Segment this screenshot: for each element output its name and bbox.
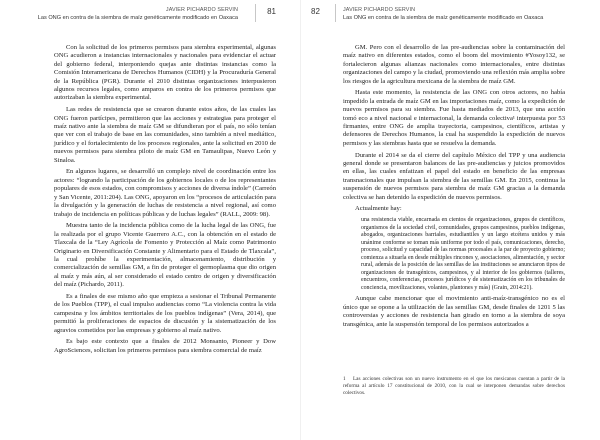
paragraph: Con la solicitud de los primeros permisos para siembra experimental, algunas ONG acudieron a instancias internacionales y nacionales para evidenciar el actuar del gobierno federal, interponiendo quejas ante distintas instancias como la Comisión Interamericana de Derechos Humanos (CIDH) y la Procuraduría General de la República (PGR). Durante el 2010 distintas organizaciones interpusieron algunos recursos legales, como amparos en contra de los primeros permisos que autorizaban la siembra experimental. [54,44,276,102]
paragraph: Es a finales de ese mismo año que empieza a sesionar el Tribunal Permanente de los Pueblos (TPP), el cual impulso audiencias como “La violencia contra la vida campesina y los ámbitos territoriales de los pueblos indígenas” (Vera, 2014), que permitió la proliferaciones de espacios de discusión y la sistematización de los agravios cometidos por las empresas y gobierno al maíz nativo. [54,292,276,334]
body-text [343,44,565,332]
paragraph: GM. Pero con el desarrollo de las pre-audiencias sobre la contaminación del maíz nativo en diferentes estados, como el boom del movimiento #Yosoy132, se fortalecieron algunas alianzas nacionales como internacionales, entre distintas organizaciones del campo y la ciudad, promoviendo una reflexión más amplia sobre los riesgos de la agricultura mexicana de la siembra de maíz GM. [343,44,565,85]
block-quote: una resistencia viable, encarnada en cientos de organizaciones, grupos de científicos, organismos de la sociedad civil, comunidades, grupos campesinos, pueblos indígenas, abogados, organizaciones barriales, estudiantiles y un largo etcétera unidos y más unánime conforme se toman más uniforme por todo el país, comunicaciones, derecho, proceso, solicitud y capacidad de las normas procesales a la par de proyecto gobierno; comienza a situarla en desde múltiples rincones y, asociaciones, alimentación, y sector rural, además de la posición de las semillas de las instituciones se anunciaron tipos de organizaciones de transgénicos, campesinos, y al interior de los gobiernos (talleres, encuentros, conferencias, procesos jurídicos y de sistematización en los tribunales de conciencia, movilizaciones, volantes, plantones y más) (Grain, 2014:21). [361,217,565,291]
paragraph: Actualmente hay: [355,205,402,213]
paragraph: Hasta este momento, la resistencia de las ONG con otros actores, no había impedido la entrada de maíz GM en las importaciones maíz, como la expedición de nuevos permisos para su siembra. Fue hasta mediados de 2013, que una acción tomó eco a nivel nacional e internacional, la demanda colectiva¹ interpuesta por 53 firmantes, entre ONG de amplia trayectoria, campesinos, científicos, artistas y defensores de Derechos Humanos, la cual ha suspendido la expedición de nuevos permisos y las siembras hasta que se resuelva la demanda. [343,89,565,147]
right-page [300,0,600,440]
header-title: Las ONG en contra de la siembra de maíz genéticamente modificado en Oaxaca [343,15,544,21]
page-number: 81 [267,7,276,16]
paragraph: Muestra tanto de la incidencia pública como de la lucha legal de las ONG, fue la realizada por el grupo Vicente Guerrero A.C., con la obtención en el estado de Tlaxcala de la “Ley Agrícola de Fomento y Protección al Maíz como Patrimonio Originario en Diversificación Constante y Alimentario para el Estado de Tlaxcala”, la cual prohíbe la experimentación, almacenamiento, distribución y comercialización de semillas GM, a fin de proteger el germoplasma que dio origen al maíz y más aún, al ser considerado el estado centro de origen y diversificación del maíz (Pichardo, 2011). [54,222,276,289]
running-header [343,6,543,22]
header-divider [335,4,336,22]
footnote-number: 1 [343,376,346,382]
footnote-text: Las acciones colectivas son un nuevo instrumento en el que los mexicanos cuentan a partir de la reforma al artículo 17 constitucional de 2010, con la cual se interponen demandas sobre derechos colectivos. [343,376,565,396]
header-title: Las ONG en contra de la siembra de maíz genéticamente modificado en Oaxaca [37,15,238,21]
paragraph: Durante el 2014 se da el cierre del capítulo México del TPP y una audiencia general donde se presentaron balances de las pre-audiencias y juicios promovidos en ellas, las cuales enfatizan el papel del estado en beneficio de las empresas transnacionales que impulsan la siembra de las semillas GM. En 2015, continua la suspensión de nuevos permisos para siembra de maíz GM gracias a la demanda colectiva se han detenido la expedición de nuevos permisos. [343,151,565,201]
paragraph: Aunque cabe mencionar que el movimiento anti-maíz-transgénico no es el único que se opone a la utilización de las semillas GM, desde finales de 1201 5 las controversias y acciones de resistencia han girado en torno a la siembra de soya transgénica, ante la suspensión temporal de los permisos autorizados a [343,295,565,328]
header-author: JAVIER PICHARDO SERVIN [165,7,238,13]
footnote [343,376,565,396]
running-header [38,6,238,22]
paragraph: En algunos lugares, se desarrolló un complejo nivel de coordinación entre los actores: “logrando la participación de los gobiernos locales o de los representantes populares de esos estados, con compromisos y acciones de diversa índole” (Carreón y San Vicente, 2011:204). Las ONG, apoyaron en los “procesos de articulación para la divulgación y la generación de luchas de resistencia a nivel regional, así como trabajo de incidencia en políticas públicas y de luchas legales” (RALL, 2009: 98). [54,168,276,218]
header-author: JAVIER PICHARDO SERVIN [343,7,416,13]
page-number: 82 [311,7,320,16]
body-text [54,44,276,359]
header-divider [255,4,256,22]
paragraph: Las redes de resistencia que se crearon durante estos años, de las cuales las ONG fueron partícipes, permitieron que las acciones y estrategias para proteger el maíz nativo ante la siembra de maíz GM se difundieran por el país, no sólo tenían que ver con el trabajo de base en las comunidades, sino también a nivel mediático, jurídico y el fortalecimiento de los procesos regionales, ante la solicitud en 2010 de nuevos permisos para siembra piloto de maíz GM en Tamaulipas, Nuevo León y Sinaloa. [54,106,276,164]
paragraph: Es bajo este contexto que a finales de 2012 Monsanto, Pioneer y Dow AgroSciences, solicitan los primeros permisos para siembra comercial de maíz [54,338,276,354]
